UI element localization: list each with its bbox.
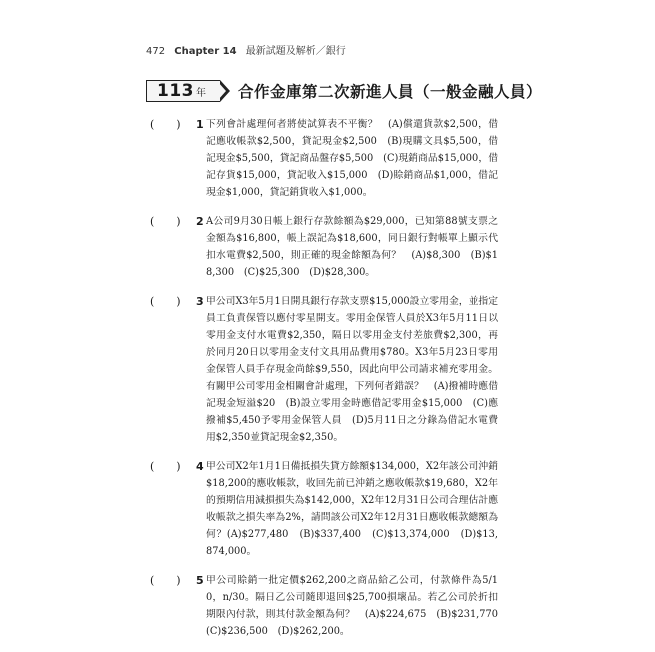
exam-title: 合作金庫第二次新進人員（一般金融人員） <box>238 83 543 101</box>
answer-blank: ( ) <box>150 295 181 308</box>
question-text: 甲公司X3年5月1日開具銀行存款支票$15,000設立零用金，並指定員工負責保管以應付零星開支。零用金保管人員於X3年5月11日以零用金支付水電費$2,350，隔日以零用金支付差旅費$2,300，再於同月20日以零用金支付文具用品費用$780。X3年5月23日零用金保管人員手存現金尚餘$9,550，因此向甲公司請求補充零用金。有關甲公司零用金相關會計處理，下列何者錯誤？ (A)撥補時應借記現金短溢$20 (B)設立零用金時應借記零用金$15,000 (C)應撥補$5,450予零用金保管人員 (D)5月11日之分錄為借記水電費用$2,350並貸記現金$2,350。 <box>206 296 498 443</box>
year-badge <box>146 80 220 102</box>
question-number: 4 <box>196 460 204 473</box>
section-title <box>146 80 542 102</box>
question-item <box>0 572 655 640</box>
year-unit: 年 <box>196 88 206 99</box>
year-number: 113 <box>157 81 194 101</box>
answer-blank: ( ) <box>150 574 181 587</box>
question-text: A公司9月30日帳上銀行存款餘額為$29,000，已知第88號支票之金額為$16,800，帳上誤記為$18,600，同日銀行對帳單上顯示代扣水電費$2,500，則正確的現金餘額為何？ (A)$8,300 (B)$18,300 (C)$25,300 (D)$28,300。 <box>206 216 498 278</box>
question-text: 甲公司賒銷一批定價$262,200之商品給乙公司，付款條件為5/10，n/30。隔日乙公司隨即退回$25,700損壞品。若乙公司於折扣期限內付款，則其付款金額為何？ (A)$224,675 (B)$231,770 (C)$236,500 (D)$262,200。 <box>206 575 508 637</box>
badge-arrow-icon <box>220 80 230 102</box>
answer-blank: ( ) <box>150 118 181 131</box>
question-number: 1 <box>196 118 204 131</box>
header-subtitle: 最新試題及解析／銀行 <box>245 46 346 57</box>
page-number: 472 <box>146 46 166 57</box>
answer-blank: ( ) <box>150 460 181 473</box>
question-list <box>0 116 655 652</box>
answer-blank: ( ) <box>150 215 181 228</box>
question-number: 2 <box>196 215 204 228</box>
question-number: 3 <box>196 295 204 308</box>
question-item <box>0 116 655 201</box>
question-item <box>0 213 655 281</box>
question-text: 甲公司X2年1月1日備抵損失貸方餘額$134,000，X2年該公司沖銷$18,200的應收帳款，收回先前已沖銷之應收帳款$19,680，X2年的預期信用減損損失為$142,000，X2年12月31日公司合理估計應收帳款之損失率為2%，請問該公司X2年12月31日應收帳款總額為何？(A)$277,480 (B)$337,400 (C)$13,374,000 (D)$13,874,000。 <box>206 461 498 557</box>
question-text: 下列會計處理何者將使試算表不平衡？ (A)償還貨款$2,500，借記應收帳款$2,500，貸記現金$2,500 (B)現購文具$5,500，借記現金$5,500，貸記商品盤存$5,500 (C)現銷商品$15,000，借記存貨$15,000，貸記收入$15,000 (D)賒銷商品$1,000，借記現金$1,000，貸記銷貨收入$1,000。 <box>206 119 498 198</box>
running-header <box>146 42 346 57</box>
question-item <box>0 458 655 560</box>
question-number: 5 <box>196 574 204 587</box>
question-item <box>0 293 655 446</box>
chapter-label: Chapter 14 <box>174 46 237 57</box>
